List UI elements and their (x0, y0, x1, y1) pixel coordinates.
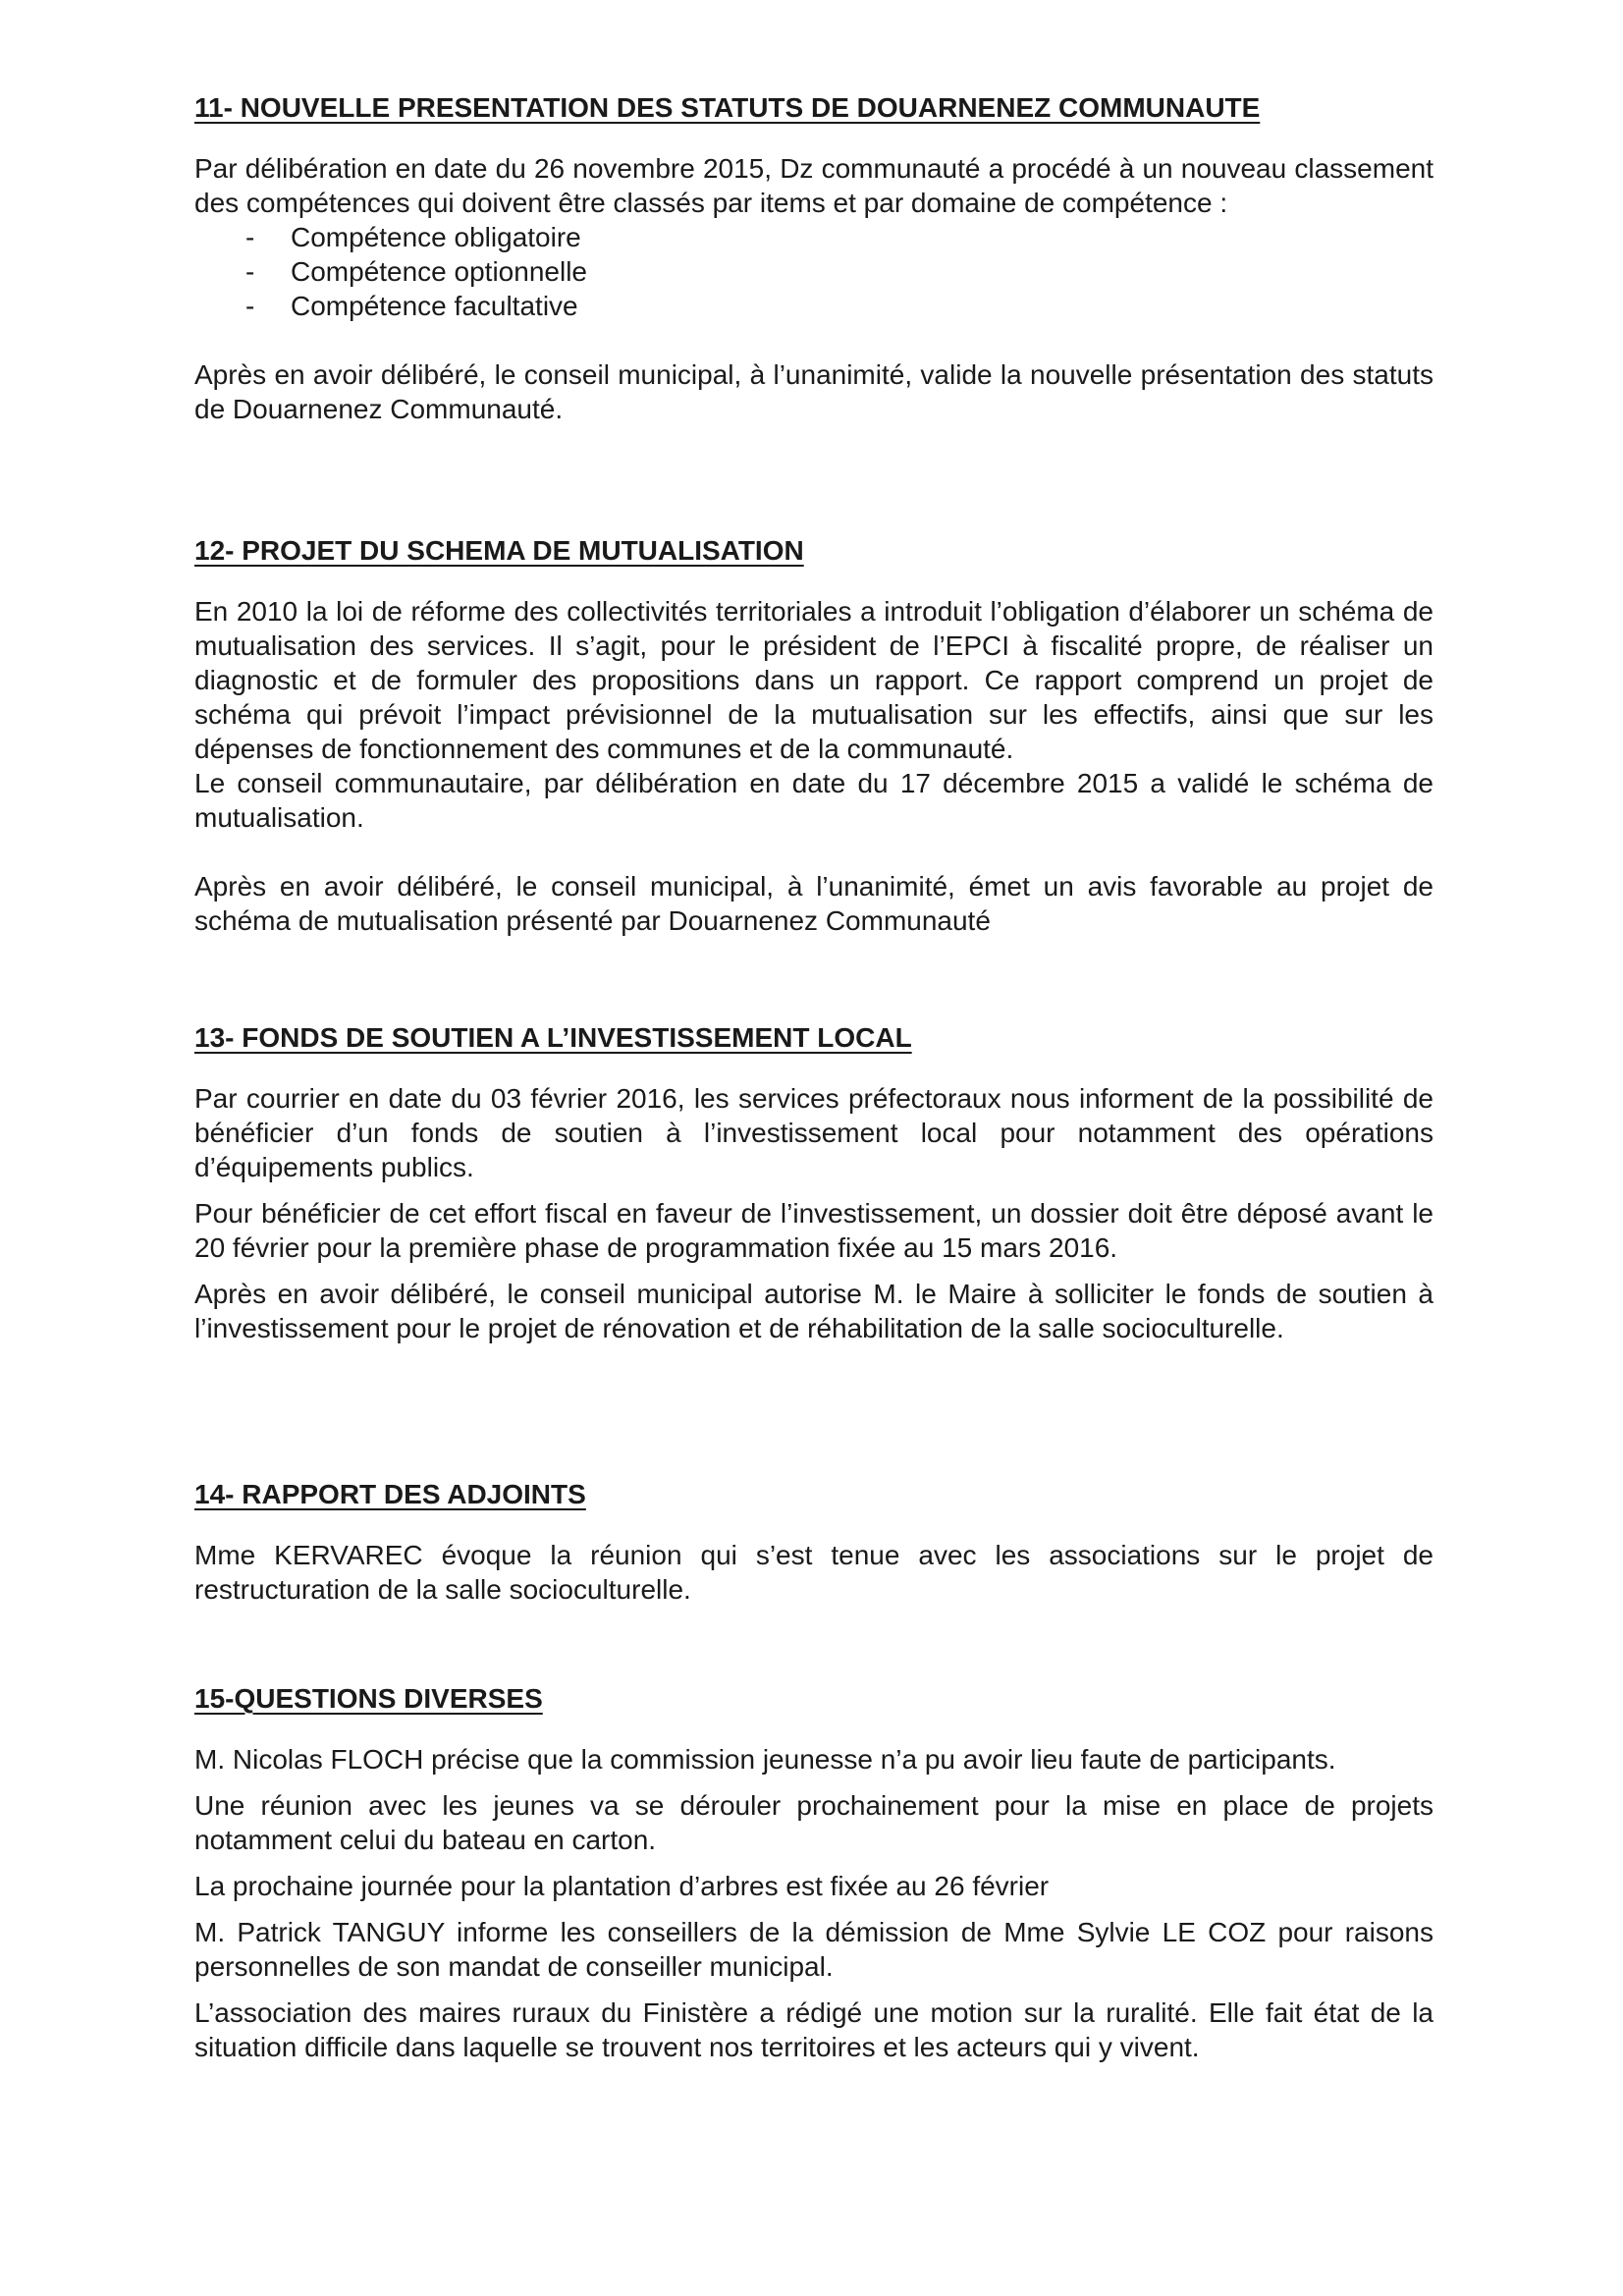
paragraph: Après en avoir délibéré, le conseil municipal autorise M. le Maire à solliciter le fonds de soutien à l’investissement pour le projet de rénovation et de réhabilitation de la salle socioculturelle. (194, 1279, 1434, 1343)
paragraph: Après en avoir délibéré, le conseil municipal, à l’unanimité, valide la nouvelle présentation des statuts de Douarnenez Communauté. (194, 359, 1434, 424)
section-14 (194, 1477, 1434, 1607)
list-item: - Compétence obligatoire (245, 222, 581, 252)
section-11 (194, 90, 1434, 426)
section-15 (194, 1681, 1434, 2064)
paragraph: Par courrier en date du 03 février 2016, les services préfectoraux nous informent de la possibilité de bénéficier d’un fonds de soutien à l’investissement local pour notamment des opérations d’équipements publics. (194, 1083, 1434, 1182)
paragraph: La prochaine journée pour la plantation d’arbres est fixée au 26 février (194, 1871, 1050, 1901)
paragraph: Après en avoir délibéré, le conseil municipal, à l’unanimité, émet un avis favorable au projet de schéma de mutualisation présenté par Douarnenez Communauté (194, 871, 1434, 936)
list-item: - Compétence facultative (245, 291, 578, 321)
paragraph: L’association des maires ruraux du Finistère a rédigé une motion sur la ruralité. Elle fait état de la situation difficile dans laquelle se trouvent nos territoires et les acteurs qui y vivent. (194, 1997, 1434, 2062)
paragraph: M. Nicolas FLOCH précise que la commission jeunesse n’a pu avoir lieu faute de participants. (194, 1744, 1336, 1775)
paragraph: En 2010 la loi de réforme des collectivités territoriales a introduit l’obligation d’élaborer un schéma de mutualisation des services. Il s’agit, pour le président de l’EPCI à fiscalité propre, de réaliser un diagnostic et de formuler des propositions dans un rapport. Ce rapport comprend un projet de schéma qui prévoit l’impact prévisionnel de la mutualisation sur les effectifs, ainsi que sur les dépenses de fonctionnement des communes et de la communauté. (194, 596, 1434, 764)
section-heading: 12- PROJET DU SCHEMA DE MUTUALISATION (194, 535, 804, 566)
paragraph: Le conseil communautaire, par délibération en date du 17 décembre 2015 a validé le schéma de mutualisation. (194, 768, 1434, 833)
section-heading: 11- NOUVELLE PRESENTATION DES STATUTS DE DOUARNENEZ COMMUNAUTE (194, 92, 1261, 123)
section-heading: 15-QUESTIONS DIVERSES (194, 1683, 543, 1714)
section-13 (194, 1020, 1434, 1345)
section-heading: 13- FONDS DE SOUTIEN A L’INVESTISSEMENT LOCAL (194, 1022, 912, 1053)
section-heading: 14- RAPPORT DES ADJOINTS (194, 1479, 586, 1509)
paragraph: Une réunion avec les jeunes va se dérouler prochainement pour la mise en place de projets notamment celui du bateau en carton. (194, 1790, 1434, 1855)
paragraph: Par délibération en date du 26 novembre 2015, Dz communauté a procédé à un nouveau classement des compétences qui doivent être classés par items et par domaine de compétence : (194, 153, 1434, 218)
competence-list (194, 220, 1434, 323)
paragraph: Mme KERVAREC évoque la réunion qui s’est tenue avec les associations sur le projet de restructuration de la salle socioculturelle. (194, 1540, 1434, 1605)
list-item: - Compétence optionnelle (245, 256, 587, 287)
paragraph: Pour bénéficier de cet effort fiscal en faveur de l’investissement, un dossier doit être déposé avant le 20 février pour la première phase de programmation fixée au 15 mars 2016. (194, 1198, 1434, 1263)
paragraph: M. Patrick TANGUY informe les conseillers de la démission de Mme Sylvie LE COZ pour raisons personnelles de son mandat de conseiller municipal. (194, 1917, 1434, 1982)
section-12 (194, 533, 1434, 938)
